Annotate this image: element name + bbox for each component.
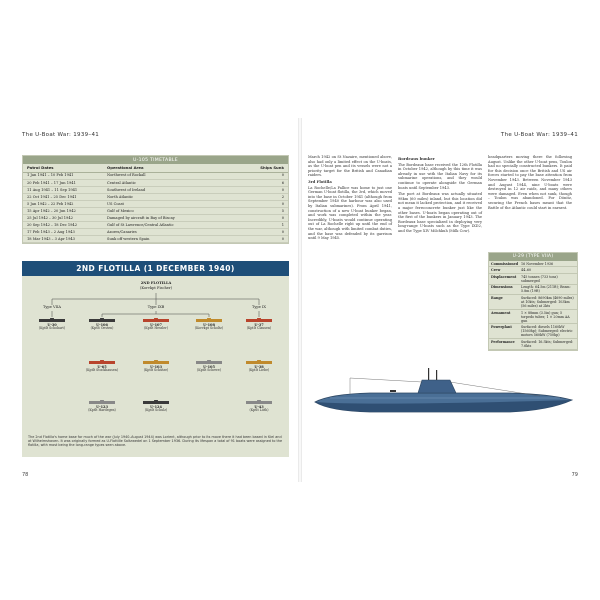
- boat-commander: (Kptlt Schütze): [143, 368, 169, 372]
- boat-commander: (Kptlt Schobart): [38, 326, 66, 330]
- spec-row: [489, 310, 577, 325]
- spec-key: Displacement: [491, 274, 517, 279]
- spec-value: 1 × 88mm (3.5in) gun; 5 torpedo tubes; 1 × 20mm AA gun: [521, 310, 570, 323]
- boat-commander: (Kptlt Hardegen): [88, 408, 116, 412]
- u-boat-icon: [246, 319, 272, 322]
- spec-key: Armament: [491, 310, 511, 315]
- timetable-row: [23, 173, 288, 180]
- timetable-cell-dates: 17 Feb 1943 – 2 Aug 1943: [27, 230, 75, 235]
- boat-entry: [35, 319, 69, 331]
- timetable-header-area: Operational Area: [107, 165, 144, 171]
- u-boat-icon: [143, 401, 169, 404]
- boat-entry: [192, 319, 226, 331]
- spec-key: Dimensions: [491, 285, 513, 290]
- paragraph: headquarters moving there the following August. Unlike the other U-boat pens, Toulon had no specially constructed bunkers. It paid for this decision once the British and US air forces started to pay the base attention from November 1943. Between November 1943 and August 1944, nine U-boats were destroyed in 12 air raids, and many others were damaged. Even when not sunk, though – Toulon was abandoned. For Dönitz, securing the French bases meant that the Battle of the Atlantic could start in earnest.: [488, 155, 572, 210]
- timetable-row: [23, 194, 288, 201]
- spec-body: [489, 261, 577, 350]
- boat-number: U-105: [203, 365, 215, 369]
- u-boat-icon: [143, 361, 169, 364]
- right-page: [300, 118, 586, 482]
- timetable-title: U-105 TIMETABLE: [23, 156, 288, 164]
- timetable-cell-area: Gulf of St Lawrence/Central Atlantic: [107, 223, 174, 228]
- timetable-cell-area: US Coast: [107, 201, 124, 206]
- u-boat-icon: [143, 319, 169, 322]
- timetable-row: [23, 208, 288, 215]
- text-column-1: [308, 155, 392, 243]
- subheading-bordeaux: Bordeaux bunker: [398, 156, 435, 161]
- timetable-header-sunk: Ships Sunk: [260, 165, 284, 171]
- timetable-cell-dates: 1 Jan 1941 – 10 Feb 1941: [27, 173, 74, 178]
- boat-entry: [85, 319, 119, 331]
- flotilla-hq-name: 2ND FLOTILLA: [140, 281, 172, 285]
- spec-row: [489, 285, 577, 296]
- boat-number: U-37: [254, 323, 264, 327]
- timetable-header: [23, 164, 288, 173]
- timetable-cell-dates: 22 Oct 1941 – 25 Dec 1941: [27, 194, 77, 199]
- submarine-illustration: [310, 360, 580, 430]
- timetable-cell-sunk: 1: [281, 223, 284, 228]
- timetable-row: [23, 201, 288, 208]
- timetable-row: [23, 180, 288, 187]
- timetable-cell-dates: 18 Mar 1943 – 3 Apr 1943: [27, 237, 75, 242]
- u-boat-icon: [89, 401, 115, 404]
- boat-number: U-103: [150, 365, 162, 369]
- u-boat-icon: [246, 401, 272, 404]
- u-boat-icon: [89, 319, 115, 322]
- timetable-header-dates: Patrol Dates: [27, 165, 54, 171]
- text-column-3: [488, 155, 572, 212]
- boat-number: U-108: [203, 323, 215, 327]
- type-label-ix: Type IX: [252, 305, 266, 309]
- timetable-cell-sunk: 0: [281, 230, 284, 235]
- spec-value: 44–60: [521, 268, 532, 273]
- timetable-cell-sunk: 6: [281, 180, 284, 185]
- boat-number: U-43: [254, 405, 264, 409]
- timetable-row: [23, 187, 288, 194]
- timetable-cell-area: Northwest of Rockall: [107, 173, 146, 178]
- timetable-cell-sunk: 5: [281, 208, 284, 213]
- timetable-cell-sunk: 2: [281, 194, 284, 199]
- timetable-cell-dates: 11 Aug 1941 – 11 Sep 1941: [27, 187, 78, 192]
- boat-entry: [242, 361, 276, 373]
- type-label-ixb: Type IXB: [147, 305, 165, 309]
- spec-key: Commissioned: [491, 261, 519, 266]
- spec-value: 16 November 1936: [521, 261, 554, 266]
- spec-value: 745 tonnes (733 tons) submerged: [521, 274, 558, 283]
- spec-key: Crew: [491, 268, 501, 273]
- boat-entry: [242, 319, 276, 331]
- boat-number: U-107: [150, 323, 162, 327]
- folio-left: 78: [22, 472, 29, 478]
- spec-key: Range: [491, 295, 503, 300]
- boat-number: U-123: [96, 405, 108, 409]
- boat-number: U-65: [97, 365, 107, 369]
- timetable-cell-area: Southwest of Ireland: [107, 187, 146, 192]
- boat-entry: [85, 361, 119, 373]
- timetable-cell-dates: 5 Jan 1942 – 22 Feb 1942: [27, 201, 74, 206]
- timetable: [22, 155, 289, 244]
- flotilla-banner: 2ND FLOTILLA (1 DECEMBER 1940): [22, 261, 289, 276]
- paragraph: March 1942 on St Nazaire, mentioned above, also had only a limited effect on the U-boats, as the U-boat pen and its vessels were not a priority target for the British and Canadian raiders.: [308, 155, 392, 178]
- u-boat-icon: [196, 361, 222, 364]
- boat-commander: (Kptlt Hessler): [144, 326, 168, 330]
- timetable-cell-area: North Atlantic: [107, 194, 134, 199]
- spec-value: Surfaced: diesels 1160kW (1560hp); Submerged: electric motors 560kW (750hp): [521, 325, 573, 338]
- boat-commander: (Kptlt Stockhausen): [85, 368, 119, 372]
- flotilla-hq-commander: (Korvkpt Fischer): [139, 285, 173, 290]
- u-boat-icon: [246, 361, 272, 364]
- flotilla-caption: The 2nd Flotilla's home base for much of the war (July 1940–August 1944) was Lorient, although prior to its move there it had been based in Kiel and at Wilhelmshaven. It was originally formed as U-Flottille Saltzwedel on 1 September 1936. During its lifespan a total of 91 boats were assigned to the flotilla, with most being the long-range types seen above.: [28, 435, 283, 448]
- timetable-cell-area: Gulf of Mexico: [107, 208, 134, 213]
- spec-table: [488, 252, 578, 351]
- timetable-body: [23, 173, 288, 244]
- timetable-row: [23, 236, 288, 243]
- timetable-cell-area: Central Atlantic: [107, 180, 136, 185]
- spec-row: [489, 295, 577, 310]
- boat-entry: [85, 401, 119, 413]
- u-boat-icon: [39, 319, 65, 322]
- boat-entry: [192, 361, 226, 373]
- folio-right: 79: [571, 472, 578, 478]
- boat-number: U-30: [47, 323, 57, 327]
- spec-value: Length: 64.5m (211ft); Beam: 5.8m (19ft): [521, 285, 571, 294]
- paragraph: The Bordeaux base received the 12th Flotilla in October 1942, although by this time it was already in use with the Italian Navy for its submarine operations, and they would continue to operate alongside the German boats until September 1943.: [398, 162, 482, 190]
- timetable-cell-dates: 20 Feb 1941 – 17 Jun 1941: [27, 180, 76, 185]
- text-column-2: [398, 155, 482, 236]
- u-boat-icon: [196, 319, 222, 322]
- running-head-right: The U-Boat War: 1939–41: [500, 132, 578, 138]
- spec-key: Performance: [491, 339, 515, 344]
- spec-row: [489, 339, 577, 350]
- timetable-cell-area: Sunk off western Spain: [107, 237, 150, 242]
- spec-row: [489, 324, 577, 339]
- boat-commander: (Kptlt Schulz): [144, 408, 168, 412]
- boat-entry: [139, 319, 173, 331]
- timetable-row: [23, 229, 288, 236]
- running-head-left: The U-Boat War: 1939–41: [22, 132, 100, 138]
- timetable-cell-area: Azores/Canaries: [107, 230, 137, 235]
- boat-number: U-38: [254, 365, 264, 369]
- boat-number: U-124: [150, 405, 162, 409]
- boat-number: U-106: [96, 323, 108, 327]
- paragraph: La Rochelle/La Pallice was home to just one German U-boat flotilla, the 3rd, which moved into the base in October 1941 (although from September 1940 the harbour was also used by Italian submarines). From April 1941, construction of a new U-boat bunker began, and work was completed within the year. Incredibly, U-boats would continue operating out of La Rochelle right up until the end of the war, although with limited combat duties, and the base was defended by its garrison until 9 May 1945.: [308, 185, 392, 241]
- timetable-cell-sunk: 0: [281, 187, 284, 192]
- boat-entry: [242, 401, 276, 413]
- paragraph: The port at Bordeaux was actually situated 98km (60 miles) inland, but this location did not mean it lacked protection, and it received a major ferroconcrete bunker just like the other bases. U-boats began operating out of the first of the bunkers in January 1943. The Bordeaux base specialized in deploying very long-range U-boats such as the Type IXD2, and the Type XIV Milchkuh (Milk Cow).: [398, 192, 482, 233]
- timetable-cell-sunk: 0: [281, 237, 284, 242]
- flotilla-chart: [22, 261, 289, 457]
- boat-commander: (Korvkpt Scholtz): [194, 326, 224, 330]
- timetable-row: [23, 215, 288, 222]
- spec-row: [489, 261, 577, 268]
- timetable-cell-area: Damaged by aircraft in Bay of Biscay: [107, 215, 175, 220]
- boat-entry: [139, 401, 173, 413]
- boat-commander: (Kptlt Schewe): [196, 368, 222, 372]
- timetable-cell-dates: 15 Apr 1942 – 20 Jun 1942: [27, 208, 76, 213]
- timetable-cell-dates: 25 Jul 1942 – 30 Jul 1942: [27, 215, 73, 220]
- spec-title: U-29 (TYPE VIIA): [489, 253, 577, 261]
- u-boat-icon: [89, 361, 115, 364]
- boat-commander: (Kptlt Oesten): [90, 326, 114, 330]
- boat-commander: (Kptlt Lüth): [249, 408, 269, 412]
- spec-row: [489, 274, 577, 285]
- boat-entry: [139, 361, 173, 373]
- type-label-viia: Type VIIA: [42, 305, 62, 309]
- spec-key: Powerplant: [491, 325, 512, 330]
- timetable-cell-sunk: 0: [281, 201, 284, 206]
- timetable-cell-sunk: 0: [281, 173, 284, 178]
- spec-row: [489, 267, 577, 274]
- subheading-3rd-flotilla: 3rd Flotilla: [308, 178, 332, 184]
- book-spread: [14, 118, 586, 482]
- timetable-cell-dates: 20 Sep 1942 – 18 Dec 1942: [27, 223, 77, 228]
- spec-value: Surfaced: 8690km (4690 miles) at 10kts; Submerged: 103km (56 miles) at 2kts: [521, 295, 574, 308]
- flotilla-hq: [126, 281, 186, 290]
- left-page: [14, 118, 300, 482]
- timetable-row: [23, 222, 288, 229]
- boat-commander: (Kptlt Clausen): [246, 326, 272, 330]
- boat-commander: (Kptlt Liebe): [248, 368, 270, 372]
- spec-value: Surfaced: 16.5kts; Submerged: 7.6kts: [521, 339, 574, 348]
- timetable-cell-sunk: 0: [281, 215, 284, 220]
